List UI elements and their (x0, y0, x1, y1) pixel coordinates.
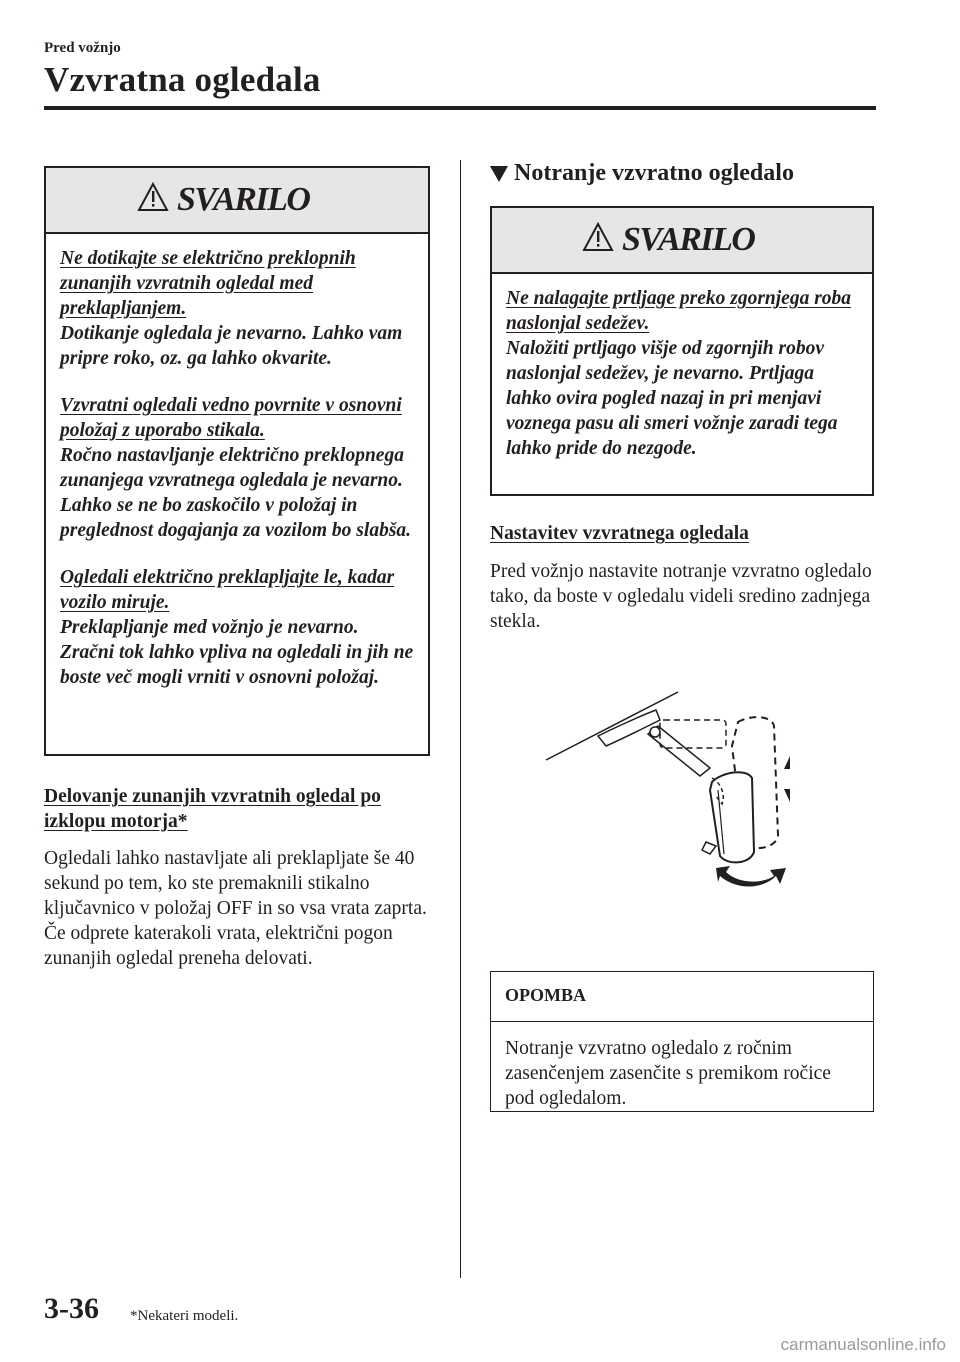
note-label: OPOMBA (491, 972, 873, 1022)
warning-label: SVARILO (177, 181, 310, 218)
warning-label-graphic (582, 218, 782, 264)
rearview-mirror-adjustment-illustration (540, 686, 790, 900)
warning-label: SVARILO (622, 221, 755, 258)
note-text: Notranje vzvratno ogledalo z ročnim zasenčenjem zasenčite s premikom ročice pod ogledalom. (505, 1038, 831, 1109)
warning-box-right (490, 206, 874, 496)
subheading-engine-off: Delovanje zunanjih vzvratnih ogledal po izklopu motorja* (44, 786, 381, 832)
warning-emphasis: Ne nalagajte prtljage preko zgornjega roba naslonjal sedežev. (506, 288, 852, 334)
warning-body (46, 234, 428, 702)
body-engine-off: Ogledali lahko nastavljate ali preklapljate še 40 sekund po tem, ko ste premaknili stikalno ključavnico v položaj OFF in so vsa vrata zaprta. Če odprete katerakoli vrata, električni pogon zunanjih ogledal preneha delovati. (44, 848, 427, 969)
warning-text: Dotikanje ogledala je nevarno. Lahko vam pripre roko, oz. ga lahko okvarite. (60, 323, 403, 369)
note-box (490, 971, 874, 1112)
body-adjust: Pred vožnjo nastavite notranje vzvratno ogledalo tako, da boste v ogledalu videli sredino zadnjega stekla. (490, 561, 872, 632)
section-label: Pred vožnjo (44, 40, 121, 56)
title-rule (44, 106, 876, 110)
warning-text: Preklapljanje med vožnjo je nevarno. Zračni tok lahko vpliva na ogledali in jih ne boste več mogli vrniti v osnovni položaj. (60, 617, 414, 688)
column-divider (460, 160, 461, 1278)
warning-triangle-icon (139, 184, 167, 210)
warning-header (492, 208, 872, 274)
heading-text: Notranje vzvratno ogledalo (514, 160, 794, 186)
heading-inner-mirror (490, 160, 794, 187)
watermark: carmanualsonline.info (780, 1335, 946, 1354)
warning-text: Naložiti prtljago višje od zgornjih robov naslonjal sedežev, je nevarno. Prtljaga lahko ovira pogled nazaj in pri menjavi voznega pasu ali smeri vožnje zaradi tega lahko pride do nezgode. (506, 338, 838, 459)
warning-box-left (44, 166, 430, 756)
page-title: Vzvratna ogledala (44, 60, 321, 99)
subheading-adjust: Nastavitev vzvratnega ogledala (490, 523, 749, 544)
warning-emphasis: Ne dotikajte se električno preklopnih zunanjih vzvratnih ogledal med preklapljanjem. (60, 248, 356, 319)
warning-label-graphic (137, 178, 337, 224)
page-number: 3-36 (44, 1292, 99, 1325)
warning-header (46, 168, 428, 234)
footnote: *Nekateri modeli. (130, 1308, 239, 1324)
rotate-arrow-icon (716, 866, 786, 887)
triangle-down-icon (490, 166, 508, 182)
warning-text: Ročno nastavljanje električno preklopnega zunanjega vzvratnega ogledala je nevarno. Lahko se ne bo zaskočilo v položaj in preglednost dogajanja za vozilom bo slabša. (60, 445, 412, 541)
warning-emphasis: Vzvratni ogledali vedno povrnite v osnovni položaj z uporabo stikala. (60, 395, 402, 441)
warning-body (492, 274, 872, 473)
vertical-arrow-icon (784, 743, 790, 815)
warning-emphasis: Ogledali električno preklapljajte le, kadar vozilo miruje. (60, 567, 395, 613)
warning-triangle-icon (584, 224, 612, 250)
